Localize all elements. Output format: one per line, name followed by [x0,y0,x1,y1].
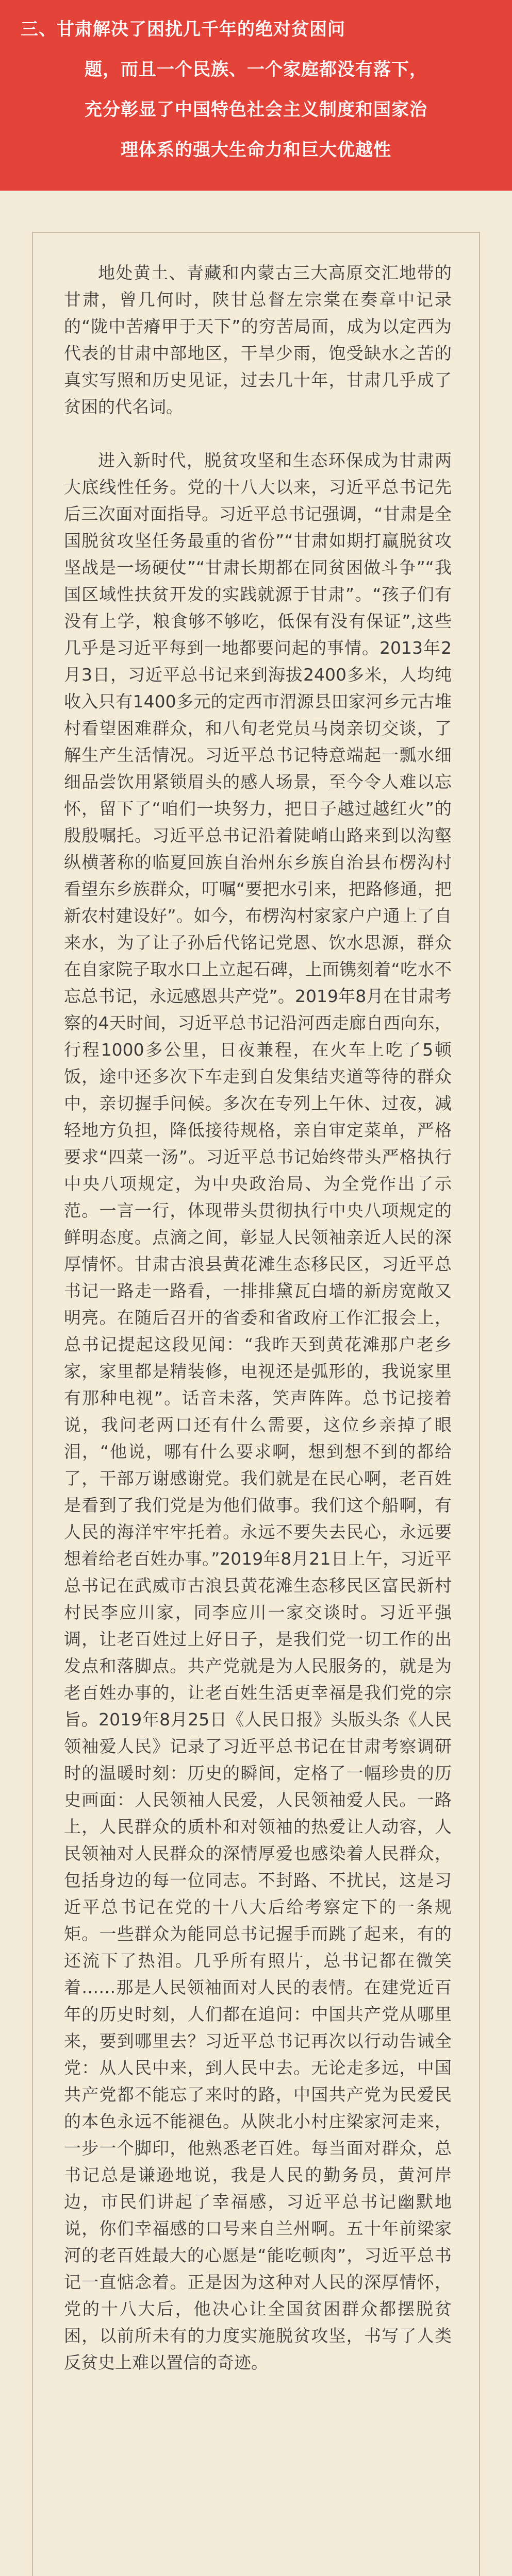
article-body-frame [32,232,480,2576]
section-heading-line: 题，而且一个民族、一个家庭都没有落下， [85,59,427,80]
article-body [64,260,452,2376]
body-paragraph: 地处黄土、青藏和内蒙古三大高原交汇地带的甘肃，曾几何时，陕甘总督左宗棠在奏章中记录的“陇中苦瘠甲于天下”的穷苦局面，成为以定西为代表的甘肃中部地区，干旱少雨，饱受缺水之苦的真实写照和历史见证，过去几十年，甘肃几乎成了贫困的代名词。 [64,263,452,417]
body-paragraph: 进入新时代，脱贫攻坚和生态环保成为甘肃两大底线性任务。党的十八大以来，习近平总书记先后三次面对面指导。习近平总书记强调，“甘肃是全国脱贫攻坚任务最重的省份”“甘肃如期打赢脱贫攻坚战是一场硬仗”“甘肃长期都在同贫困做斗争”“我国区域性扶贫开发的实践就源于甘肃”。“孩子们有没有上学，粮食够不够吃，低保有没有保证”,这些几乎是习近平每到一地都要问起的事情。2013年2月3日，习近平总书记来到海拔2400多米，人均纯收入只有1400多元的定西市渭源县田家河乡元古堆村看望困难群众，和八旬老党员马岗亲切交谈，了解生产生活情况。习近平总书记特意端起一瓢水细细品尝饮用紧锁眉头的感人场景，至今令人难以忘怀，留下了“咱们一块努力，把日子越过越红火”的殷殷嘱托。习近平总书记沿着陡峭山路来到以沟壑纵横著称的临夏回族自治州东乡族自治县布楞沟村看望东乡族群众，叮嘱“要把水引来，把路修通，把新农村建设好”。如今，布楞沟村家家户户通上了自来水，为了让子孙后代铭记党恩、饮水思源，群众在自家院子取水口上立起石碑，上面镌刻着“吃水不忘总书记，永远感恩共产党”。2019年8月在甘肃考察的4天时间，习近平总书记沿河西走廊自西向东，行程1000多公里，日夜兼程，在火车上吃了5顿饭，途中还多次下车走到自发集结夹道等待的群众中，亲切握手问候。多次在专列上午休、过夜，减轻地方负担，降低接待规格，亲自审定菜单，严格要求“四菜一汤”。习近平总书记始终带头严格执行中央八项规定，为中央政治局、为全党作出了示范。一言一行，体现带头贯彻执行中央八项规定的鲜明态度。点滴之间，彰显人民领袖亲近人民的深厚情怀。甘肃古浪县黄花滩生态移民区，习近平总书记一路走一路看，一排排黛瓦白墙的新房宽敞又明亮。在随后召开的省委和省政府工作汇报会上，总书记提起这段见闻：“我昨天到黄花滩那户老乡家，家里都是精装修，电视还是弧形的，我说家里有那种电视”。话音未落，笑声阵阵。总书记接着说，我问老两口还有什么需要，这位乡亲掉了眼泪，“他说，哪有什么要求啊，想到想不到的都给了，干部万谢感谢党。我们就是在民心啊，老百姓是看到了我们党是为他们做事。我们这个船啊，有人民的海洋牢牢托着。永远不要失去民心，永远要想着给老百姓办事。”2019年8月21日上午，习近平总书记在武威市古浪县黄花滩生态移民区富民新村村民李应川家，同李应川一家交谈时。习近平强调，让老百姓过上好日子，是我们党一切工作的出发点和落脚点。共产党就是为人民服务的，就是为老百姓办事的，让老百姓生活更幸福是我们党的宗旨。2019年8月25日《人民日报》头版头条《人民领袖爱人民》记录了习近平总书记在甘肃考察调研时的温暖时刻：历史的瞬间，定格了一幅珍贵的历史画面：人民领袖人民爱，人民领袖爱人民。一路上，人民群众的质朴和对领袖的热爱让人动容，人民领袖对人民群众的深情厚爱也感染着人民群众，包括身边的每一位同志。不封路、不扰民，这是习近平总书记在党的十八大后给考察定下的一条规矩。一些群众为能同总书记握手而跳了起来，有的还流下了热泪。几乎所有照片，总书记都在微笑着……那是人民领袖面对人民的表情。在建党近百年的历史时刻，人们都在追问：中国共产党从哪里来，要到哪里去？习近平总书记再次以行动告诫全党：从人民中来，到人民中去。无论走多远，中国共产党都不能忘了来时的路，中国共产党为民爱民的本色永远不能褪色。从陕北小村庄梁家河走来，一步一个脚印，他熟悉老百姓。每当面对群众，总书记总是谦逊地说，我是人民的勤务员，黄河岸边，市民们讲起了幸福感，习近平总书记幽默地说，你们幸福感的口号来自兰州啊。五十年前梁家河的老百姓最大的心愿是“能吃顿肉”，习近平总书记一直惦念着。正是因为这种对人民的深厚情怀，党的十八大后，他决心让全国贫困群众都摆脱贫困，以前所未有的力度实施脱贫攻坚，书写了人类反贫史上难以置信的奇迹。 [64,450,452,2372]
section-heading-line: 充分彰显了中国特色社会主义制度和国家治 [85,99,427,120]
section-heading [21,9,491,170]
section-heading-line: 三、甘肃解决了困扰几千年的绝对贫困问 [21,19,345,40]
section-heading-line: 理体系的强大生命力和巨大优越性 [121,140,391,160]
section-header-banner [0,0,512,191]
